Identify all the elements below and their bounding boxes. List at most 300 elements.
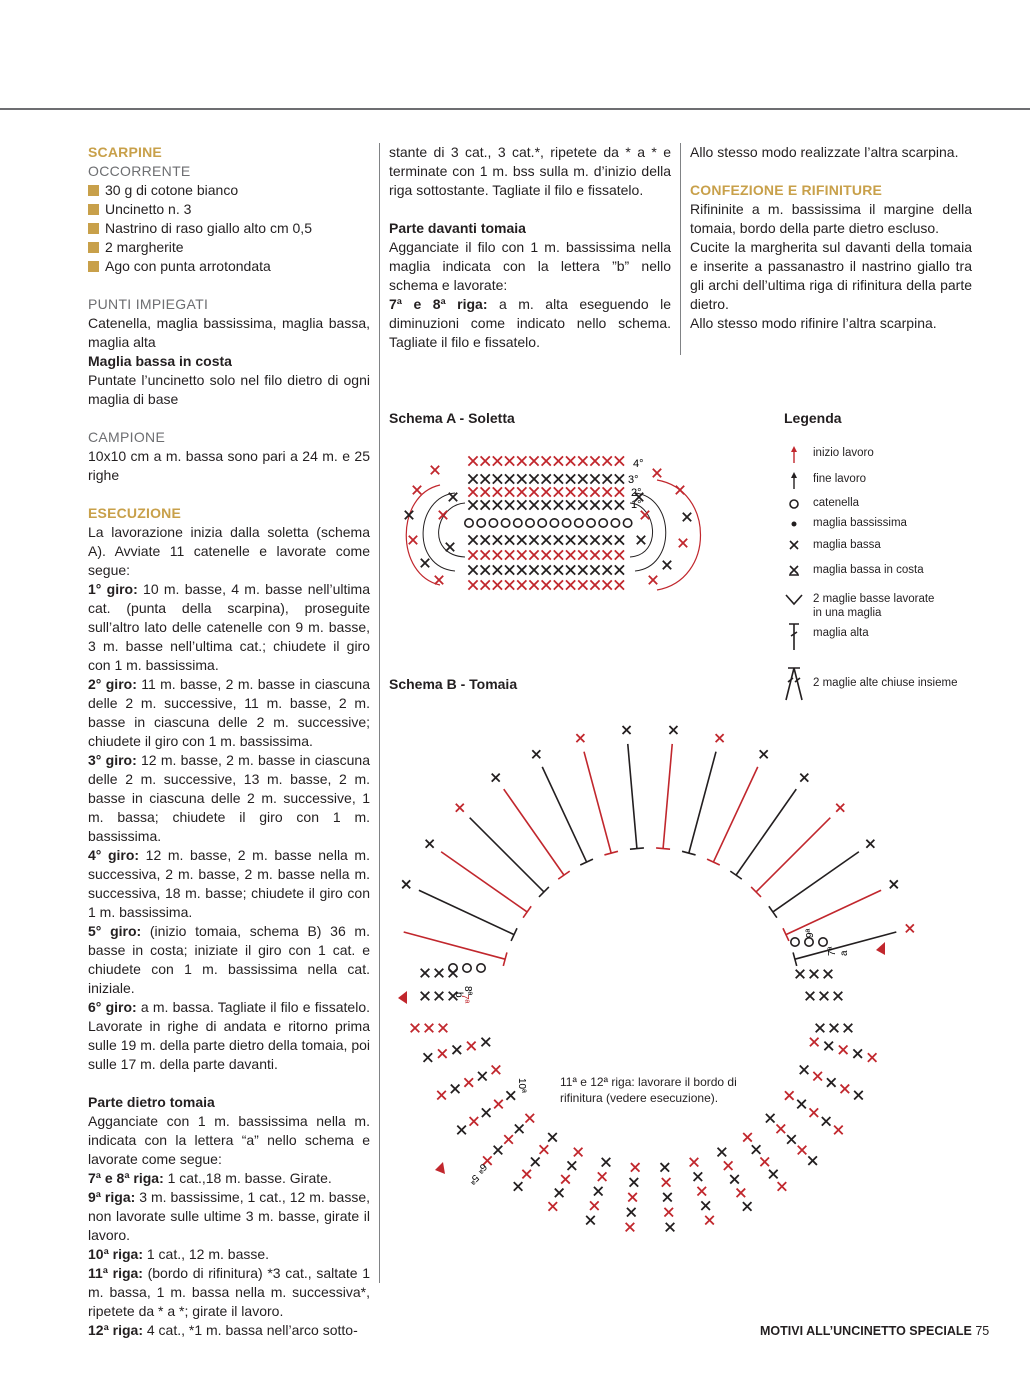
stitch-x xyxy=(532,750,540,758)
stitch-x xyxy=(481,565,490,574)
stitch-x xyxy=(798,1146,807,1155)
giro-paragraph: 1° giro: 10 m. basse, 4 m. basse nell’ultima cat. (punta della scarpina), proseguite sull’altro lato delle catenelle con 9 m. basse, 3 m. basse nell’ultima cat.; chiudete il giro con 1 m. bassissima. xyxy=(88,581,370,673)
stitch-x xyxy=(542,565,551,574)
stitch-x xyxy=(540,1145,549,1154)
stitch-tall xyxy=(628,744,637,849)
stitch-x xyxy=(853,1049,862,1058)
occorrente-title: OCCORRENTE xyxy=(88,163,191,179)
arrow-up-red-icon xyxy=(782,446,806,464)
stitch-x xyxy=(666,1223,675,1232)
stitch-o xyxy=(477,964,485,972)
stitch-x xyxy=(830,1024,839,1033)
stitch-tall xyxy=(773,852,859,912)
stitch-x xyxy=(493,474,502,483)
continuation-text: stante di 3 cat., 3 cat.*, ripetete da * a * e terminate con 1 m. bss sulla m. d’inizio della riga sottostante. Tagliate il filo e fissatelo. xyxy=(389,144,671,198)
stitch-x xyxy=(718,1148,727,1157)
occorrente-item: 30 g di cotone bianco xyxy=(88,181,370,200)
stitch-x xyxy=(468,500,477,509)
stitch-x xyxy=(810,1108,819,1117)
stitch-x xyxy=(482,1108,491,1117)
footer-title: MOTIVI ALL’UNCINETTO SPECIALE xyxy=(760,1324,972,1338)
stitch-x xyxy=(566,474,575,483)
stitch-x xyxy=(737,1189,746,1198)
marker-label-a: a xyxy=(839,950,850,956)
start-arrow-icon xyxy=(876,942,885,955)
stitch-x xyxy=(653,469,661,477)
stitch-x xyxy=(517,487,526,496)
stitch-x xyxy=(813,1072,822,1081)
stitch-x xyxy=(554,500,563,509)
stitch-x xyxy=(615,535,624,544)
stitch-x xyxy=(824,970,833,979)
stitch-tall xyxy=(689,752,716,853)
stitch-x xyxy=(787,1135,796,1144)
stitch-x xyxy=(676,486,684,494)
stitch-x xyxy=(431,466,439,474)
t-icon xyxy=(782,622,806,652)
dot-icon xyxy=(782,516,806,534)
stitch-x xyxy=(517,580,526,589)
stitch-x xyxy=(578,456,587,465)
stitch-x xyxy=(493,535,502,544)
stitch-x xyxy=(517,500,526,509)
stitch-x xyxy=(481,474,490,483)
stitch-x xyxy=(493,550,502,559)
stitch-tall-cap xyxy=(511,928,517,941)
stitch-x xyxy=(603,565,612,574)
occorrente-item: Nastrino di raso giallo alto cm 0,5 xyxy=(88,219,370,238)
stitch-x xyxy=(586,1216,595,1225)
stitch-x xyxy=(542,535,551,544)
arc-line-red xyxy=(657,480,701,590)
column-divider xyxy=(680,143,681,355)
stitch-x xyxy=(566,500,575,509)
stitch-o xyxy=(538,519,546,527)
page-number: 75 xyxy=(975,1324,990,1338)
stitch-x xyxy=(438,1049,447,1058)
stitch-x xyxy=(542,487,551,496)
dietro-intro: Agganciate con 1 m. bassissima nella m. indicata con la lettera “a” nello schema e lavorate come segue: xyxy=(88,1113,370,1167)
stitch-x xyxy=(578,535,587,544)
stitch-x xyxy=(797,1100,806,1109)
stitch-x xyxy=(517,474,526,483)
stitch-x xyxy=(425,1024,434,1033)
stitch-x xyxy=(730,1175,739,1184)
campione-text: 10x10 cm a m. bassa sono pari a 24 m. e 25 righe xyxy=(88,448,370,483)
davanti-intro: Agganciate il filo con 1 m. bassissima nella maglia indicata con la lettera ”b” nello schema e lavorate: xyxy=(389,239,671,293)
stitch-x xyxy=(494,1146,503,1155)
stitch-x xyxy=(590,487,599,496)
stitch-x xyxy=(493,580,502,589)
altra-text: Allo stesso modo realizzate l’altra scarpina. xyxy=(690,144,959,160)
x-icon xyxy=(782,538,806,556)
stitch-tall-cap xyxy=(656,848,670,849)
mbc-title: Maglia bassa in costa xyxy=(88,353,232,369)
stitch-x xyxy=(531,1158,540,1167)
stitch-x xyxy=(456,804,464,812)
stitch-o xyxy=(791,938,799,946)
stitch-x xyxy=(529,487,538,496)
stitch-x xyxy=(834,992,843,1001)
stitch-x xyxy=(554,487,563,496)
stitch-x xyxy=(800,774,808,782)
stitch-x xyxy=(841,1085,850,1094)
stitch-x xyxy=(421,992,430,1001)
marker-label-b: b xyxy=(453,992,464,998)
stitch-x xyxy=(664,1208,673,1217)
stitch-x xyxy=(529,580,538,589)
stitch-o xyxy=(819,938,827,946)
stitch-x xyxy=(453,1045,462,1054)
stitch-x xyxy=(578,500,587,509)
stitch-tall xyxy=(419,890,514,934)
stitch-o xyxy=(599,519,607,527)
stitch-x xyxy=(834,1126,843,1135)
occorrente-item: Uncinetto n. 3 xyxy=(88,200,370,219)
stitch-x xyxy=(421,559,429,567)
stitch-tall xyxy=(713,767,757,862)
confezione-p1: Rifininite a m. bassissima il margine della tomaia, bordo della parte dietro escluso. xyxy=(690,201,972,236)
legend-item: maglia bassa xyxy=(782,538,1022,556)
bullet-square-icon xyxy=(88,223,99,234)
stitch-x xyxy=(402,880,410,888)
stitch-x xyxy=(554,580,563,589)
punti-title: PUNTI IMPIEGATI xyxy=(88,296,209,312)
stitch-x xyxy=(663,561,671,569)
stitch-x xyxy=(590,580,599,589)
x-underline-icon xyxy=(782,563,806,581)
stitch-x xyxy=(529,474,538,483)
stitch-x xyxy=(492,774,500,782)
occorrente-item: Ago con punta arrotondata xyxy=(88,257,370,276)
stitch-x xyxy=(467,1042,476,1051)
stitch-x xyxy=(554,535,563,544)
stitch-x xyxy=(836,804,844,812)
stitch-x xyxy=(906,924,914,932)
stitch-x xyxy=(561,1175,570,1184)
stitch-x xyxy=(409,536,417,544)
stitch-x xyxy=(566,565,575,574)
stitch-x xyxy=(806,992,815,1001)
occorrente-item: 2 margherite xyxy=(88,238,370,257)
stitch-o xyxy=(623,519,631,527)
campione-title: CAMPIONE xyxy=(88,429,166,445)
stitch-x xyxy=(630,1178,639,1187)
stitch-x xyxy=(554,456,563,465)
legend-item: maglia bassissima xyxy=(782,516,1022,534)
stitch-x xyxy=(590,1201,599,1210)
davanti-title: Parte davanti tomaia xyxy=(389,220,526,236)
stitch-x xyxy=(820,992,829,1001)
stitch-x xyxy=(529,535,538,544)
mbc-text: Puntate l’uncinetto solo nel filo dietro di ogni maglia di base xyxy=(88,372,370,407)
stitch-x xyxy=(493,500,502,509)
stitch-x xyxy=(615,487,624,496)
page-footer xyxy=(760,1324,989,1338)
stitch-o xyxy=(587,519,595,527)
stitch-x xyxy=(810,970,819,979)
stitch-x xyxy=(724,1161,733,1170)
top-rule xyxy=(0,108,1030,110)
stitch-x xyxy=(701,1201,710,1210)
stitch-x xyxy=(777,1125,786,1134)
stitch-o xyxy=(611,519,619,527)
stitch-x xyxy=(449,493,457,501)
stitch-x xyxy=(515,1125,524,1134)
stitch-x xyxy=(631,1163,640,1172)
stitch-x xyxy=(468,456,477,465)
legend-item: fine lavoro xyxy=(782,472,1022,490)
stitch-x xyxy=(481,456,490,465)
stitch-tall-cap xyxy=(707,859,720,865)
stitch-x xyxy=(615,580,624,589)
stitch-tall xyxy=(542,767,586,862)
stitch-x xyxy=(590,550,599,559)
stitch-x xyxy=(628,1193,637,1202)
stitch-x xyxy=(602,1158,611,1167)
schema-a-round-label: 3° xyxy=(628,474,639,486)
stitch-x xyxy=(615,550,624,559)
stitch-tall-cap xyxy=(730,871,741,879)
stitch-x xyxy=(505,474,514,483)
stitch-tall xyxy=(404,932,505,959)
stitch-x xyxy=(554,565,563,574)
stitch-x xyxy=(492,1066,501,1075)
start-arrow-icon xyxy=(435,1162,445,1174)
stitch-x xyxy=(517,535,526,544)
stitch-x xyxy=(505,535,514,544)
confezione-title: CONFEZIONE E RIFINITURE xyxy=(690,182,883,198)
stitch-x xyxy=(493,487,502,496)
stitch-tall xyxy=(663,744,672,849)
stitch-x xyxy=(505,456,514,465)
stitch-x xyxy=(542,500,551,509)
stitch-x xyxy=(705,1216,714,1225)
stitch-x xyxy=(522,1170,531,1179)
stitch-tall-cap xyxy=(630,848,644,849)
stitch-x xyxy=(590,500,599,509)
stitch-x xyxy=(566,456,575,465)
stitch-x xyxy=(594,1187,603,1196)
stitch-x xyxy=(716,734,724,742)
stitch-x xyxy=(481,1038,490,1047)
stitch-x xyxy=(464,1078,473,1087)
stitch-tall-cap xyxy=(769,906,777,917)
stitch-x xyxy=(542,456,551,465)
column-divider xyxy=(379,143,380,1283)
stitch-x xyxy=(816,1024,825,1033)
stitch-x xyxy=(854,1091,863,1100)
stitch-x xyxy=(493,565,502,574)
stitch-x xyxy=(603,535,612,544)
stitch-o xyxy=(526,519,534,527)
stitch-o xyxy=(449,964,457,972)
stitch-x xyxy=(603,474,612,483)
stitch-x xyxy=(505,550,514,559)
circle-icon xyxy=(782,496,806,514)
stitch-x xyxy=(566,580,575,589)
stitch-o xyxy=(477,519,485,527)
v-icon xyxy=(782,592,806,610)
stitch-x xyxy=(542,550,551,559)
stitch-x xyxy=(663,1193,672,1202)
stitch-x xyxy=(506,1091,515,1100)
confezione-p3: Allo stesso modo rifinire l’altra scarpina. xyxy=(690,315,937,331)
stitch-x xyxy=(517,456,526,465)
stitch-x xyxy=(598,1172,607,1181)
esecuzione-title: ESECUZIONE xyxy=(88,505,182,521)
giro-paragraph: 2° giro: 11 m. basse, 2 m. basse in ciascuna delle 2 m. successive, 11 m. basse, 2 m. basse in ciascuna delle 2 m. successive; chiudete il giro con 1 m. bassissima. xyxy=(88,676,370,749)
stitch-tall xyxy=(756,818,830,892)
stitch-x xyxy=(481,500,490,509)
stitch-x xyxy=(478,1072,487,1081)
stitch-x xyxy=(493,456,502,465)
stitch-x xyxy=(760,1158,769,1167)
stitch-x xyxy=(766,1114,775,1123)
stitch-x xyxy=(566,535,575,544)
stitch-x xyxy=(505,487,514,496)
column-3 xyxy=(690,143,972,333)
stitch-x xyxy=(481,580,490,589)
stitch-x xyxy=(578,474,587,483)
schema-b-stitches xyxy=(395,726,914,1231)
stitch-x xyxy=(683,513,691,521)
esecuzione-intro: La lavorazione inizia dalla soletta (schema A). Avviate 11 catenelle e lavorate come segue: xyxy=(88,524,370,578)
stitch-x xyxy=(868,1053,877,1062)
stitch-x xyxy=(623,726,631,734)
stitch-x xyxy=(505,580,514,589)
stitch-x xyxy=(578,565,587,574)
stitch-x xyxy=(626,1223,635,1232)
arrow-up-black-icon xyxy=(782,472,806,490)
bullet-square-icon xyxy=(88,242,99,253)
stitch-x xyxy=(566,550,575,559)
stitch-x xyxy=(574,1148,583,1157)
stitch-x xyxy=(542,580,551,589)
legend-item: maglia alta xyxy=(782,626,1022,656)
bullet-square-icon xyxy=(88,204,99,215)
stitch-o xyxy=(575,519,583,527)
stitch-x xyxy=(514,1182,523,1191)
stitch-x xyxy=(470,1117,479,1126)
bullet-square-icon xyxy=(88,185,99,196)
stitch-x xyxy=(468,487,477,496)
stitch-x xyxy=(662,1178,671,1187)
stitch-x xyxy=(669,726,677,734)
stitch-o xyxy=(805,938,813,946)
stitch-x xyxy=(810,1038,819,1047)
stitch-x xyxy=(839,1045,848,1054)
double-t-icon xyxy=(782,666,806,702)
stitch-x xyxy=(426,840,434,848)
stitch-x xyxy=(421,969,430,978)
stitch-x xyxy=(615,565,624,574)
stitch-x xyxy=(529,500,538,509)
stitch-x xyxy=(437,1091,446,1100)
schema-a-stitches xyxy=(465,456,632,589)
stitch-x xyxy=(590,456,599,465)
section-title-scarpine: SCARPINE xyxy=(88,144,162,160)
stitch-x xyxy=(481,550,490,559)
stitch-x xyxy=(578,487,587,496)
stitch-x xyxy=(615,500,624,509)
stitch-x xyxy=(529,456,538,465)
schema-a-round-label: 4° xyxy=(633,458,644,470)
stitch-x xyxy=(694,1172,703,1181)
stitch-tall-cap xyxy=(783,928,789,941)
stitch-x xyxy=(590,535,599,544)
stitch-x xyxy=(808,1156,817,1165)
stitch-tall-cap xyxy=(580,859,593,865)
stitch-x xyxy=(435,992,444,1001)
schema-a-diagram xyxy=(395,445,705,605)
stitch-o xyxy=(465,519,473,527)
stitch-x xyxy=(827,1078,836,1087)
stitch-x xyxy=(505,565,514,574)
bullet-square-icon xyxy=(88,261,99,272)
stitch-x xyxy=(796,970,805,979)
stitch-x xyxy=(439,1024,448,1033)
stitch-o xyxy=(550,519,558,527)
stitch-x xyxy=(446,543,454,551)
stitch-x xyxy=(529,565,538,574)
schema-b-diagram xyxy=(395,698,915,1298)
stitch-x xyxy=(566,487,575,496)
legend-item: catenella xyxy=(782,496,1022,514)
schema-b-title: Schema B - Tomaia xyxy=(389,676,518,692)
row-label-5: 5ª xyxy=(466,1171,481,1187)
stitch-x xyxy=(824,1042,833,1051)
column-1 xyxy=(88,143,370,1340)
stitch-x xyxy=(822,1117,831,1126)
stitch-x xyxy=(555,1189,564,1198)
stitch-x xyxy=(468,580,477,589)
legend-item: 2 maglie alte chiuse insieme xyxy=(782,676,1022,706)
stitch-o xyxy=(562,519,570,527)
giro-paragraph: 6° giro: a m. bassa. Tagliate il filo e fissatelo. Lavorate in righe di andata e ritorno prima sulle 19 m. della parte dietro della tomaia, poi sulle 17 m. della parte davanti. xyxy=(88,999,370,1072)
column-2 xyxy=(389,143,671,352)
stitch-x xyxy=(517,550,526,559)
schema-b-note: 11ª e 12ª riga: lavorare il bordo di rifinitura (vedere esecuzione). xyxy=(560,1075,737,1105)
legend-item: 2 maglie basse lavorate in una maglia xyxy=(782,592,1022,624)
stitch-x xyxy=(743,1202,752,1211)
stitch-x xyxy=(661,1163,670,1172)
giro-paragraph: 5° giro: (inizio tomaia, schema B) 36 m. basse in costa; iniziate il giro con 1 cat. e chiudete con 1 m. bassissima nella cat. iniziale. xyxy=(88,923,370,996)
stitch-x xyxy=(468,550,477,559)
stitch-x xyxy=(494,1100,503,1109)
stitch-x xyxy=(457,1126,466,1135)
legenda-title: Legenda xyxy=(784,410,842,426)
riga-paragraph: 9ª riga: 3 m. bassissime, 1 cat., 12 m. basse, non lavorate sulle ultime 3 m. basse, girate il lavoro. xyxy=(88,1189,370,1243)
stitch-x xyxy=(424,1053,433,1062)
row-label-7b: 7ª xyxy=(827,946,838,956)
stitch-x xyxy=(481,535,490,544)
dietro-title: Parte dietro tomaia xyxy=(88,1094,215,1110)
stitch-x xyxy=(504,1135,513,1144)
stitch-x xyxy=(697,1187,706,1196)
giro-paragraph: 4° giro: 12 m. basse, 2 m. basse nella m. successiva, 2 m. basse, 2 m. basse nella m. successiva, 18 m. basse; chiudete il giro con 1 m. bassissima. xyxy=(88,847,370,920)
stitch-x xyxy=(451,1085,460,1094)
stitch-tall-cap xyxy=(523,906,531,917)
stitch-tall xyxy=(736,789,796,875)
stitch-x xyxy=(548,1202,557,1211)
schema-a-title: Schema A - Soletta xyxy=(389,410,515,426)
stitch-x xyxy=(468,474,477,483)
stitch-x xyxy=(603,550,612,559)
riga-paragraph: 11ª riga: (bordo di rifinitura) *3 cat., saltate 1 m. bassa, 1 m. bassa nella m. successiva*, ripetete da * a *; girate il lavoro. xyxy=(88,1265,370,1319)
row-label-9: 9ª xyxy=(805,928,816,938)
punti-text: Catenella, maglia bassissima, maglia bassa, maglia alta xyxy=(88,315,370,350)
